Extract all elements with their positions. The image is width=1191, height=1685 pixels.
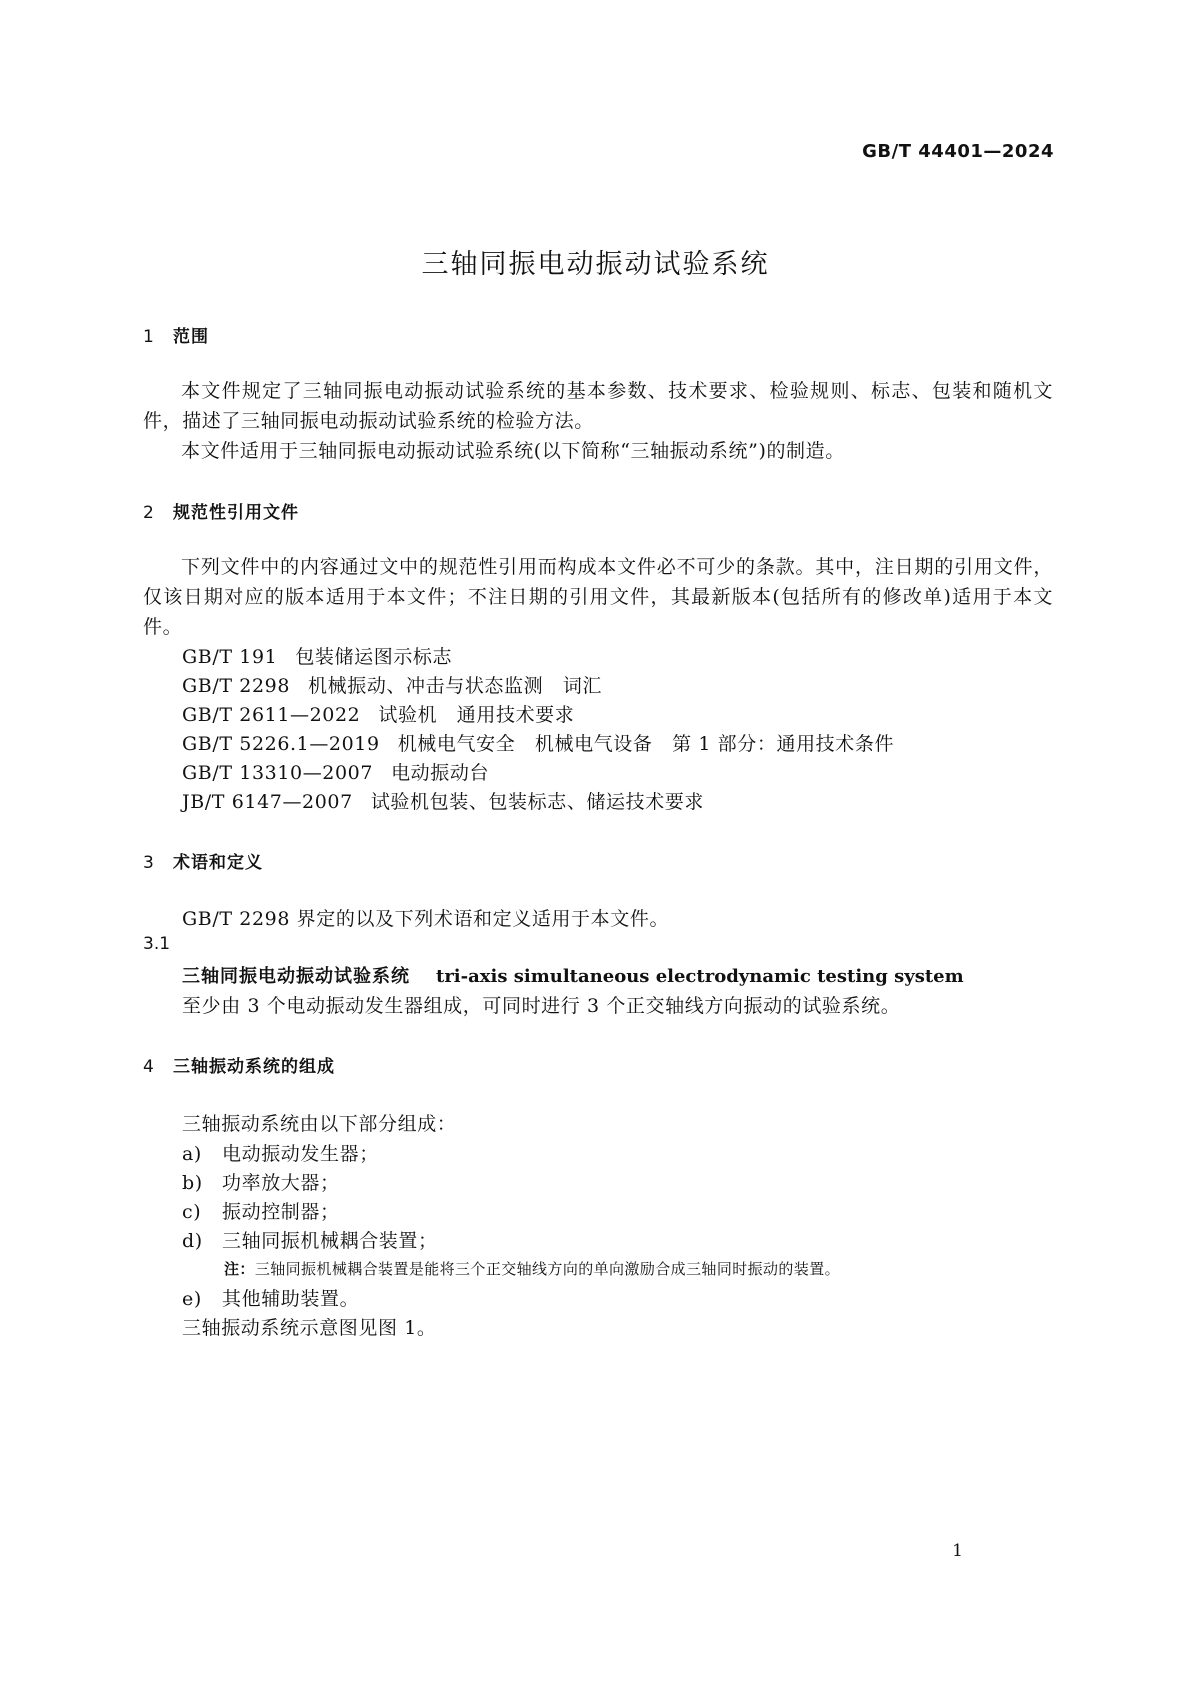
list-item-label: b) <box>182 1172 203 1194</box>
section-title: 三轴振动系统的组成 <box>173 1057 335 1077</box>
reference-item <box>182 758 489 785</box>
term-title <box>182 962 964 988</box>
reference-title: 电动振动台 <box>391 762 490 784</box>
reference-code: GB/T 191 <box>182 646 278 668</box>
section-3-paragraph-1: GB/T 2298 界定的以及下列术语和定义适用于本文件。 <box>182 908 670 930</box>
section-1-paragraph-1: 本文件规定了三轴同振电动振动试验系统的基本参数、技术要求、检验规则、标志、包装和随机文件，描述了三轴同振电动振动试验系统的检验方法。 <box>143 380 1053 432</box>
list-item-text: 功率放大器； <box>222 1172 340 1194</box>
term-title-zh: 三轴同振电动振动试验系统 <box>182 966 410 987</box>
list-item <box>182 1197 340 1224</box>
section-2-heading <box>143 498 299 523</box>
section-2-paragraph-1: 下列文件中的内容通过文中的规范性引用而构成本文件必不可少的条款。其中，注日期的引用文件，仅该日期对应的版本适用于本文件；不注日期的引用文件，其最新版本(包括所有的修改单)适用于本文件。 <box>143 556 1053 638</box>
reference-code: GB/T 2611—2022 <box>182 704 361 726</box>
page-number: 1 <box>952 1541 963 1561</box>
reference-item <box>182 729 894 756</box>
reference-item <box>182 700 574 727</box>
reference-title: 试验机 通用技术要求 <box>378 704 575 726</box>
list-item-label: c) <box>182 1201 202 1223</box>
term-number: 3.1 <box>143 934 171 954</box>
reference-title: 机械振动、冲击与状态监测 词汇 <box>308 675 603 697</box>
list-item-text: 三轴同振机械耦合装置； <box>222 1230 438 1252</box>
list-item <box>182 1226 438 1253</box>
section-number: 3 <box>143 853 155 873</box>
note-label: 注： <box>224 1260 255 1278</box>
list-item-text: 其他辅助装置。 <box>222 1288 360 1310</box>
reference-code: GB/T 13310—2007 <box>182 762 374 784</box>
section-title: 规范性引用文件 <box>173 503 299 523</box>
list-item-label: e) <box>182 1288 202 1310</box>
list-item-text: 电动振动发生器； <box>222 1143 379 1165</box>
term-definition: 至少由 3 个电动振动发生器组成，可同时进行 3 个正交轴线方向振动的试验系统。 <box>182 995 901 1017</box>
section-1-paragraph-2: 本文件适用于三轴同振电动振动试验系统(以下简称“三轴振动系统”)的制造。 <box>181 440 845 462</box>
reference-item <box>182 671 602 698</box>
section-number: 2 <box>143 503 155 523</box>
list-item <box>182 1284 359 1311</box>
reference-item <box>182 642 452 669</box>
reference-title: 包装储运图示标志 <box>295 646 453 668</box>
standard-code: GB/T 44401—2024 <box>862 141 1054 162</box>
list-item-label: d) <box>182 1230 203 1252</box>
section-number: 4 <box>143 1057 155 1077</box>
section-title: 范围 <box>173 327 209 347</box>
note-text: 三轴同振机械耦合装置是能将三个正交轴线方向的单向激励合成三轴同时振动的装置。 <box>254 1260 841 1278</box>
list-item <box>182 1139 379 1166</box>
section-4-intro: 三轴振动系统由以下部分组成： <box>182 1113 457 1135</box>
list-item <box>182 1168 340 1195</box>
section-number: 1 <box>143 327 155 347</box>
section-4-heading <box>143 1052 335 1077</box>
reference-code: GB/T 2298 <box>182 675 291 697</box>
section-1-heading <box>143 322 209 347</box>
reference-title: 试验机包装、包装标志、储运技术要求 <box>370 791 705 813</box>
reference-code: GB/T 5226.1—2019 <box>182 733 380 755</box>
reference-item <box>182 787 704 814</box>
list-item-text: 振动控制器； <box>222 1201 340 1223</box>
term-title-en: tri-axis simultaneous electrodynamic testing system <box>436 966 964 987</box>
list-item-label: a) <box>182 1143 202 1165</box>
note <box>224 1258 840 1279</box>
reference-code: JB/T 6147—2007 <box>182 791 353 813</box>
document-title: 三轴同振电动振动试验系统 <box>421 249 770 280</box>
reference-title: 机械电气安全 机械电气设备 第 1 部分：通用技术条件 <box>397 733 895 755</box>
section-title: 术语和定义 <box>173 853 263 873</box>
section-3-heading <box>143 848 263 873</box>
section-4-closing: 三轴振动系统示意图见图 1。 <box>182 1317 437 1339</box>
